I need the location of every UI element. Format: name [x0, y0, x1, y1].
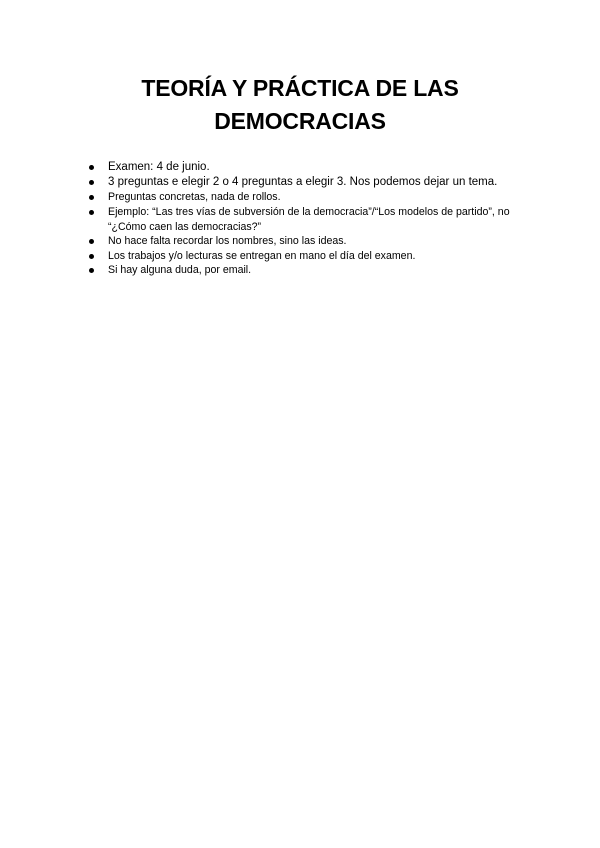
bullet-icon: [89, 210, 94, 215]
list-item: [86, 190, 546, 205]
document-title: [60, 72, 540, 138]
bullet-icon: [89, 254, 94, 259]
list-item-text: Preguntas concretas, nada de rollos.: [108, 191, 281, 204]
list-item: [86, 175, 546, 190]
title-line-1: TEORÍA Y PRÁCTICA DE LAS: [141, 75, 459, 101]
list-item-text: Ejemplo: “Las tres vías de subversión de la democracia”/“Los modelos de partido”, no “¿Cómo caen las democracias?”: [108, 206, 510, 233]
title-line-2: DEMOCRACIAS: [214, 108, 386, 134]
bullet-icon: [89, 195, 94, 200]
list-item: [86, 234, 546, 249]
bullet-icon: [89, 180, 94, 185]
list-item: [86, 205, 546, 234]
list-item-text: No hace falta recordar los nombres, sino las ideas.: [108, 235, 347, 248]
list-item: [86, 263, 546, 278]
list-item-text: Los trabajos y/o lecturas se entregan en mano el día del examen.: [108, 249, 416, 262]
list-item-text: Si hay alguna duda, por email.: [108, 264, 252, 277]
list-item: [86, 160, 546, 175]
list-item: [86, 249, 546, 264]
list-item-text: Examen: 4 de junio.: [108, 161, 210, 173]
bullet-icon: [89, 268, 94, 273]
bullet-icon: [89, 165, 94, 170]
list-item-text: 3 preguntas e elegir 2 o 4 preguntas a elegir 3. Nos podemos dejar un tema.: [108, 176, 498, 189]
bullet-icon: [89, 239, 94, 244]
bullet-list: [86, 160, 546, 278]
